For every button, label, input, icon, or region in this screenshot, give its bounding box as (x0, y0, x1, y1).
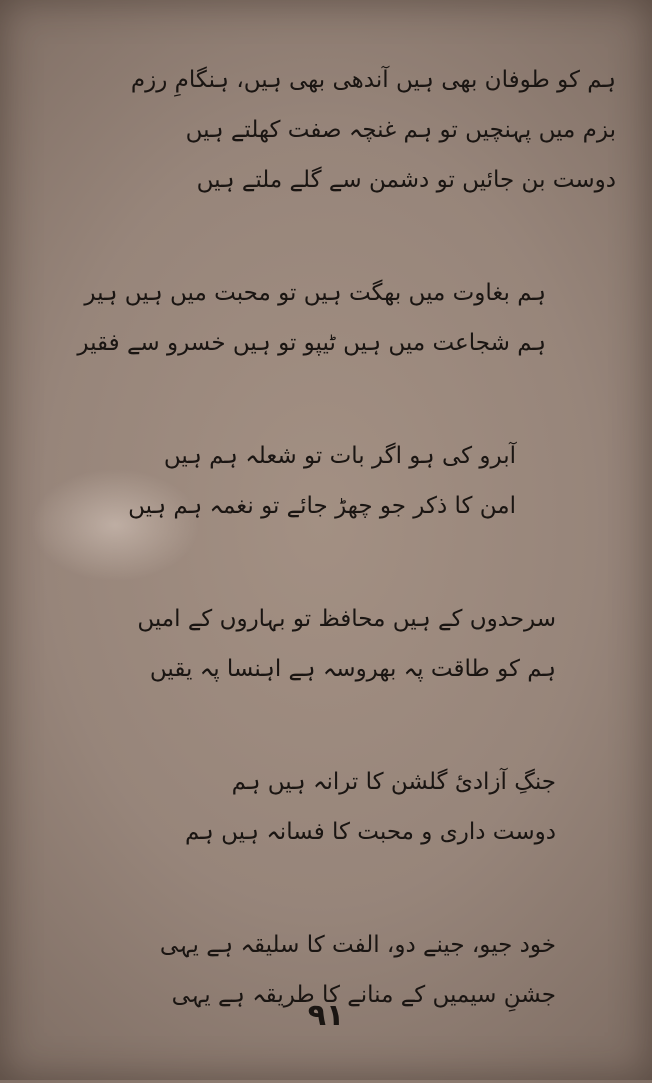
poem (77, 55, 616, 1083)
verse-line: جشنِ سیمیں کے منانے کا طریقہ ہے یہی (171, 982, 556, 1008)
stanza-2 (77, 268, 616, 368)
verse-line: دوست بن جائیں تو دشمن سے گلے ملتے ہیں (196, 167, 616, 193)
verse-line: ہم کو طاقت پہ بھروسہ ہے اہنسا پہ یقیں (149, 656, 556, 682)
verse-line: آبرو کی ہو اگر بات تو شعلہ ہم ہیں (163, 443, 516, 469)
verse-line: بزم میں پہنچیں تو ہم غنچہ صفت کھلتے ہیں (185, 117, 616, 143)
verse-line: ہم کو طوفان بھی ہیں آندھی بھی ہیں، ہنگامِ رزم (130, 67, 616, 93)
page-number: ۹۱ (307, 998, 345, 1033)
stanza-3 (128, 431, 616, 531)
verse-line: خود جیو، جینے دو، الفت کا سلیقہ ہے یہی (159, 932, 556, 958)
verse-line: امن کا ذکر جو چھڑ جائے تو نغمہ ہم ہیں (128, 493, 516, 519)
stanza-1 (130, 55, 616, 205)
verse-line: ہم شجاعت میں ہیں ٹیپو تو ہیں خسرو سے فقیر (77, 330, 546, 356)
verse-line: دوست داری و محبت کا فسانہ ہیں ہم (185, 819, 556, 845)
stanza-5 (146, 757, 616, 857)
verse-line: سرحدوں کے ہیں محافظ تو بہاروں کے امیں (137, 606, 556, 632)
verse-line: ہم بغاوت میں بھگت ہیں تو محبت میں ہیں ہیر (84, 280, 546, 306)
stanza-4 (137, 594, 616, 694)
verse-line: جنگِ آزادیٔ گلشن کا ترانہ ہیں ہم (231, 769, 556, 795)
